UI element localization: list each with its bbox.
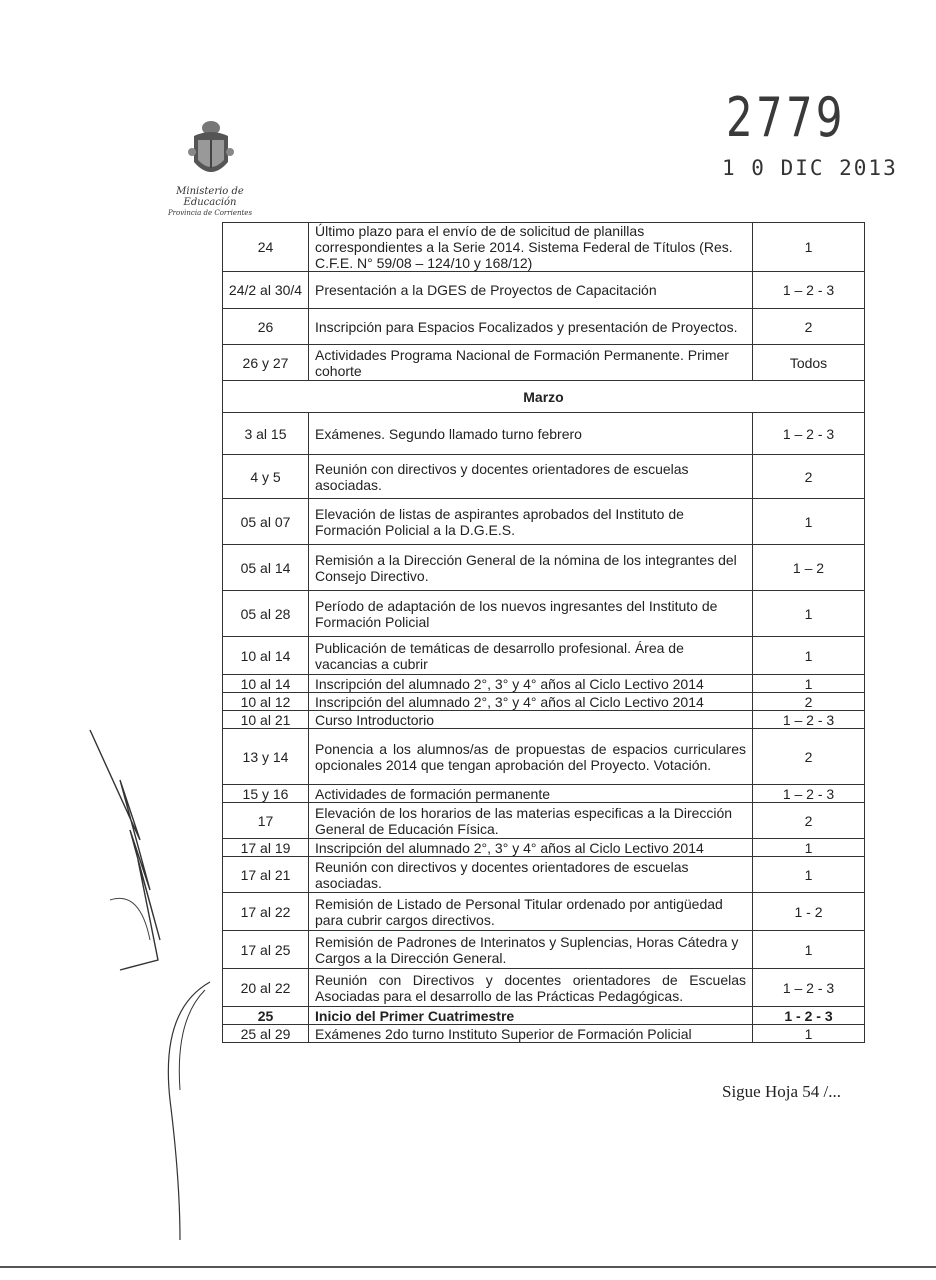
month-heading: Marzo [223, 381, 865, 413]
province-name: Provincia de Corrientes [167, 209, 253, 217]
row-groups: 2 [753, 693, 865, 711]
table-row [223, 637, 865, 675]
row-date: 24/2 al 30/4 [223, 272, 309, 309]
row-groups: 1 [753, 591, 865, 637]
table-row [223, 803, 865, 839]
row-groups: 1 – 2 - 3 [753, 711, 865, 729]
row-groups: 1 - 2 - 3 [753, 1007, 865, 1025]
row-groups: 1 [753, 223, 865, 272]
table-row [223, 591, 865, 637]
row-date: 15 y 16 [223, 785, 309, 803]
table-row [223, 1007, 865, 1025]
row-activity: Actividades Programa Nacional de Formación Permanente. Primer cohorte [309, 345, 753, 381]
ministry-name: Ministerio de Educación [176, 186, 244, 208]
row-activity: Remisión de Listado de Personal Titular ordenado por antigüedad para cubrir cargos directivos. [309, 893, 753, 931]
handwritten-signature-icon [80, 720, 220, 1240]
row-activity: Exámenes 2do turno Instituto Superior de Formación Policial [309, 1025, 753, 1043]
row-activity: Actividades de formación permanente [309, 785, 753, 803]
row-activity: Inicio del Primer Cuatrimestre [309, 1007, 753, 1025]
document-date-stamp: 1 0 DIC 2013 [722, 156, 898, 180]
row-activity: Reunión con directivos y docentes orientadores de escuelas asociadas. [309, 455, 753, 499]
row-groups: 2 [753, 729, 865, 785]
row-date: 17 al 21 [223, 857, 309, 893]
row-groups: 1 [753, 931, 865, 969]
row-groups: 1 – 2 [753, 545, 865, 591]
row-date: 26 y 27 [223, 345, 309, 381]
document-number: 2779 [726, 86, 846, 149]
table-row [223, 455, 865, 499]
table-row [223, 309, 865, 345]
row-date: 10 al 12 [223, 693, 309, 711]
row-activity: Inscripción para Espacios Focalizados y presentación de Proyectos. [309, 309, 753, 345]
row-activity: Reunión con Directivos y docentes orientadores de Escuelas Asociadas para el desarrollo de las Prácticas Pedagógicas. [309, 969, 753, 1007]
row-activity: Remisión a la Dirección General de la nómina de los integrantes del Consejo Directivo. [309, 545, 753, 591]
row-date: 13 y 14 [223, 729, 309, 785]
row-activity: Elevación de los horarios de las materias especificas a la Dirección General de Educación Física. [309, 803, 753, 839]
row-groups: 1 – 2 - 3 [753, 272, 865, 309]
table-row [223, 893, 865, 931]
row-groups: Todos [753, 345, 865, 381]
row-date: 05 al 28 [223, 591, 309, 637]
row-groups: 1 – 2 - 3 [753, 413, 865, 455]
row-activity: Elevación de listas de aspirantes aprobados del Instituto de Formación Policial a la D.G.E.S. [309, 499, 753, 545]
row-date: 10 al 14 [223, 637, 309, 675]
row-date: 3 al 15 [223, 413, 309, 455]
page-bottom-rule [0, 1266, 936, 1268]
table-row [223, 969, 865, 1007]
row-activity: Exámenes. Segundo llamado turno febrero [309, 413, 753, 455]
row-groups: 1 [753, 1025, 865, 1043]
row-activity: Inscripción del alumnado 2°, 3° y 4° años al Ciclo Lectivo 2014 [309, 675, 753, 693]
row-date: 25 [223, 1007, 309, 1025]
table-row [223, 693, 865, 711]
ministry-caption [150, 186, 270, 219]
row-groups: 2 [753, 803, 865, 839]
row-date: 10 al 21 [223, 711, 309, 729]
row-date: 05 al 07 [223, 499, 309, 545]
table-row [223, 839, 865, 857]
row-activity: Reunión con directivos y docentes orientadores de escuelas asociadas. [309, 857, 753, 893]
row-date: 24 [223, 223, 309, 272]
row-activity: Inscripción del alumnado 2°, 3° y 4° años al Ciclo Lectivo 2014 [309, 839, 753, 857]
table-row [223, 1025, 865, 1043]
row-groups: 2 [753, 455, 865, 499]
row-date: 20 al 22 [223, 969, 309, 1007]
row-groups: 1 [753, 637, 865, 675]
month-row [223, 381, 865, 413]
table-row [223, 499, 865, 545]
row-activity: Presentación a la DGES de Proyectos de Capacitación [309, 272, 753, 309]
table-row [223, 272, 865, 309]
row-date: 17 al 25 [223, 931, 309, 969]
table-row [223, 931, 865, 969]
table-row [223, 223, 865, 272]
row-date: 05 al 14 [223, 545, 309, 591]
row-activity: Remisión de Padrones de Interinatos y Suplencias, Horas Cátedra y Cargos a la Dirección General. [309, 931, 753, 969]
row-date: 25 al 29 [223, 1025, 309, 1043]
table-row [223, 675, 865, 693]
row-activity: Ponencia a los alumnos/as de propuestas de espacios curriculares opcionales 2014 que tengan aprobación del Proyecto. Votación. [309, 729, 753, 785]
row-date: 26 [223, 309, 309, 345]
row-date: 10 al 14 [223, 675, 309, 693]
row-date: 17 al 19 [223, 839, 309, 857]
table-row [223, 711, 865, 729]
row-groups: 1 [753, 675, 865, 693]
row-groups: 1 [753, 857, 865, 893]
row-groups: 1 [753, 499, 865, 545]
continuation-note: Sigue Hoja 54 /... [722, 1082, 841, 1101]
table-row [223, 413, 865, 455]
row-groups: 2 [753, 309, 865, 345]
row-date: 17 [223, 803, 309, 839]
table-row [223, 857, 865, 893]
row-activity: Curso Introductorio [309, 711, 753, 729]
row-groups: 1 [753, 839, 865, 857]
table-row [223, 729, 865, 785]
provincial-seal-icon [186, 118, 236, 184]
row-date: 4 y 5 [223, 455, 309, 499]
row-activity: Inscripción del alumnado 2°, 3° y 4° años al Ciclo Lectivo 2014 [309, 693, 753, 711]
row-groups: 1 – 2 - 3 [753, 785, 865, 803]
table-row [223, 345, 865, 381]
row-activity: Último plazo para el envío de de solicitud de planillas correspondientes a la Serie 2014. Sistema Federal de Títulos (Res. C.F.E. N° 59/08 – 124/10 y 168/12) [309, 223, 753, 272]
table-row [223, 785, 865, 803]
row-activity: Publicación de temáticas de desarrollo profesional. Área de vacancias a cubrir [309, 637, 753, 675]
table-row [223, 545, 865, 591]
calendar-table [222, 222, 865, 1043]
row-date: 17 al 22 [223, 893, 309, 931]
row-activity: Período de adaptación de los nuevos ingresantes del Instituto de Formación Policial [309, 591, 753, 637]
row-groups: 1 – 2 - 3 [753, 969, 865, 1007]
row-groups: 1 - 2 [753, 893, 865, 931]
